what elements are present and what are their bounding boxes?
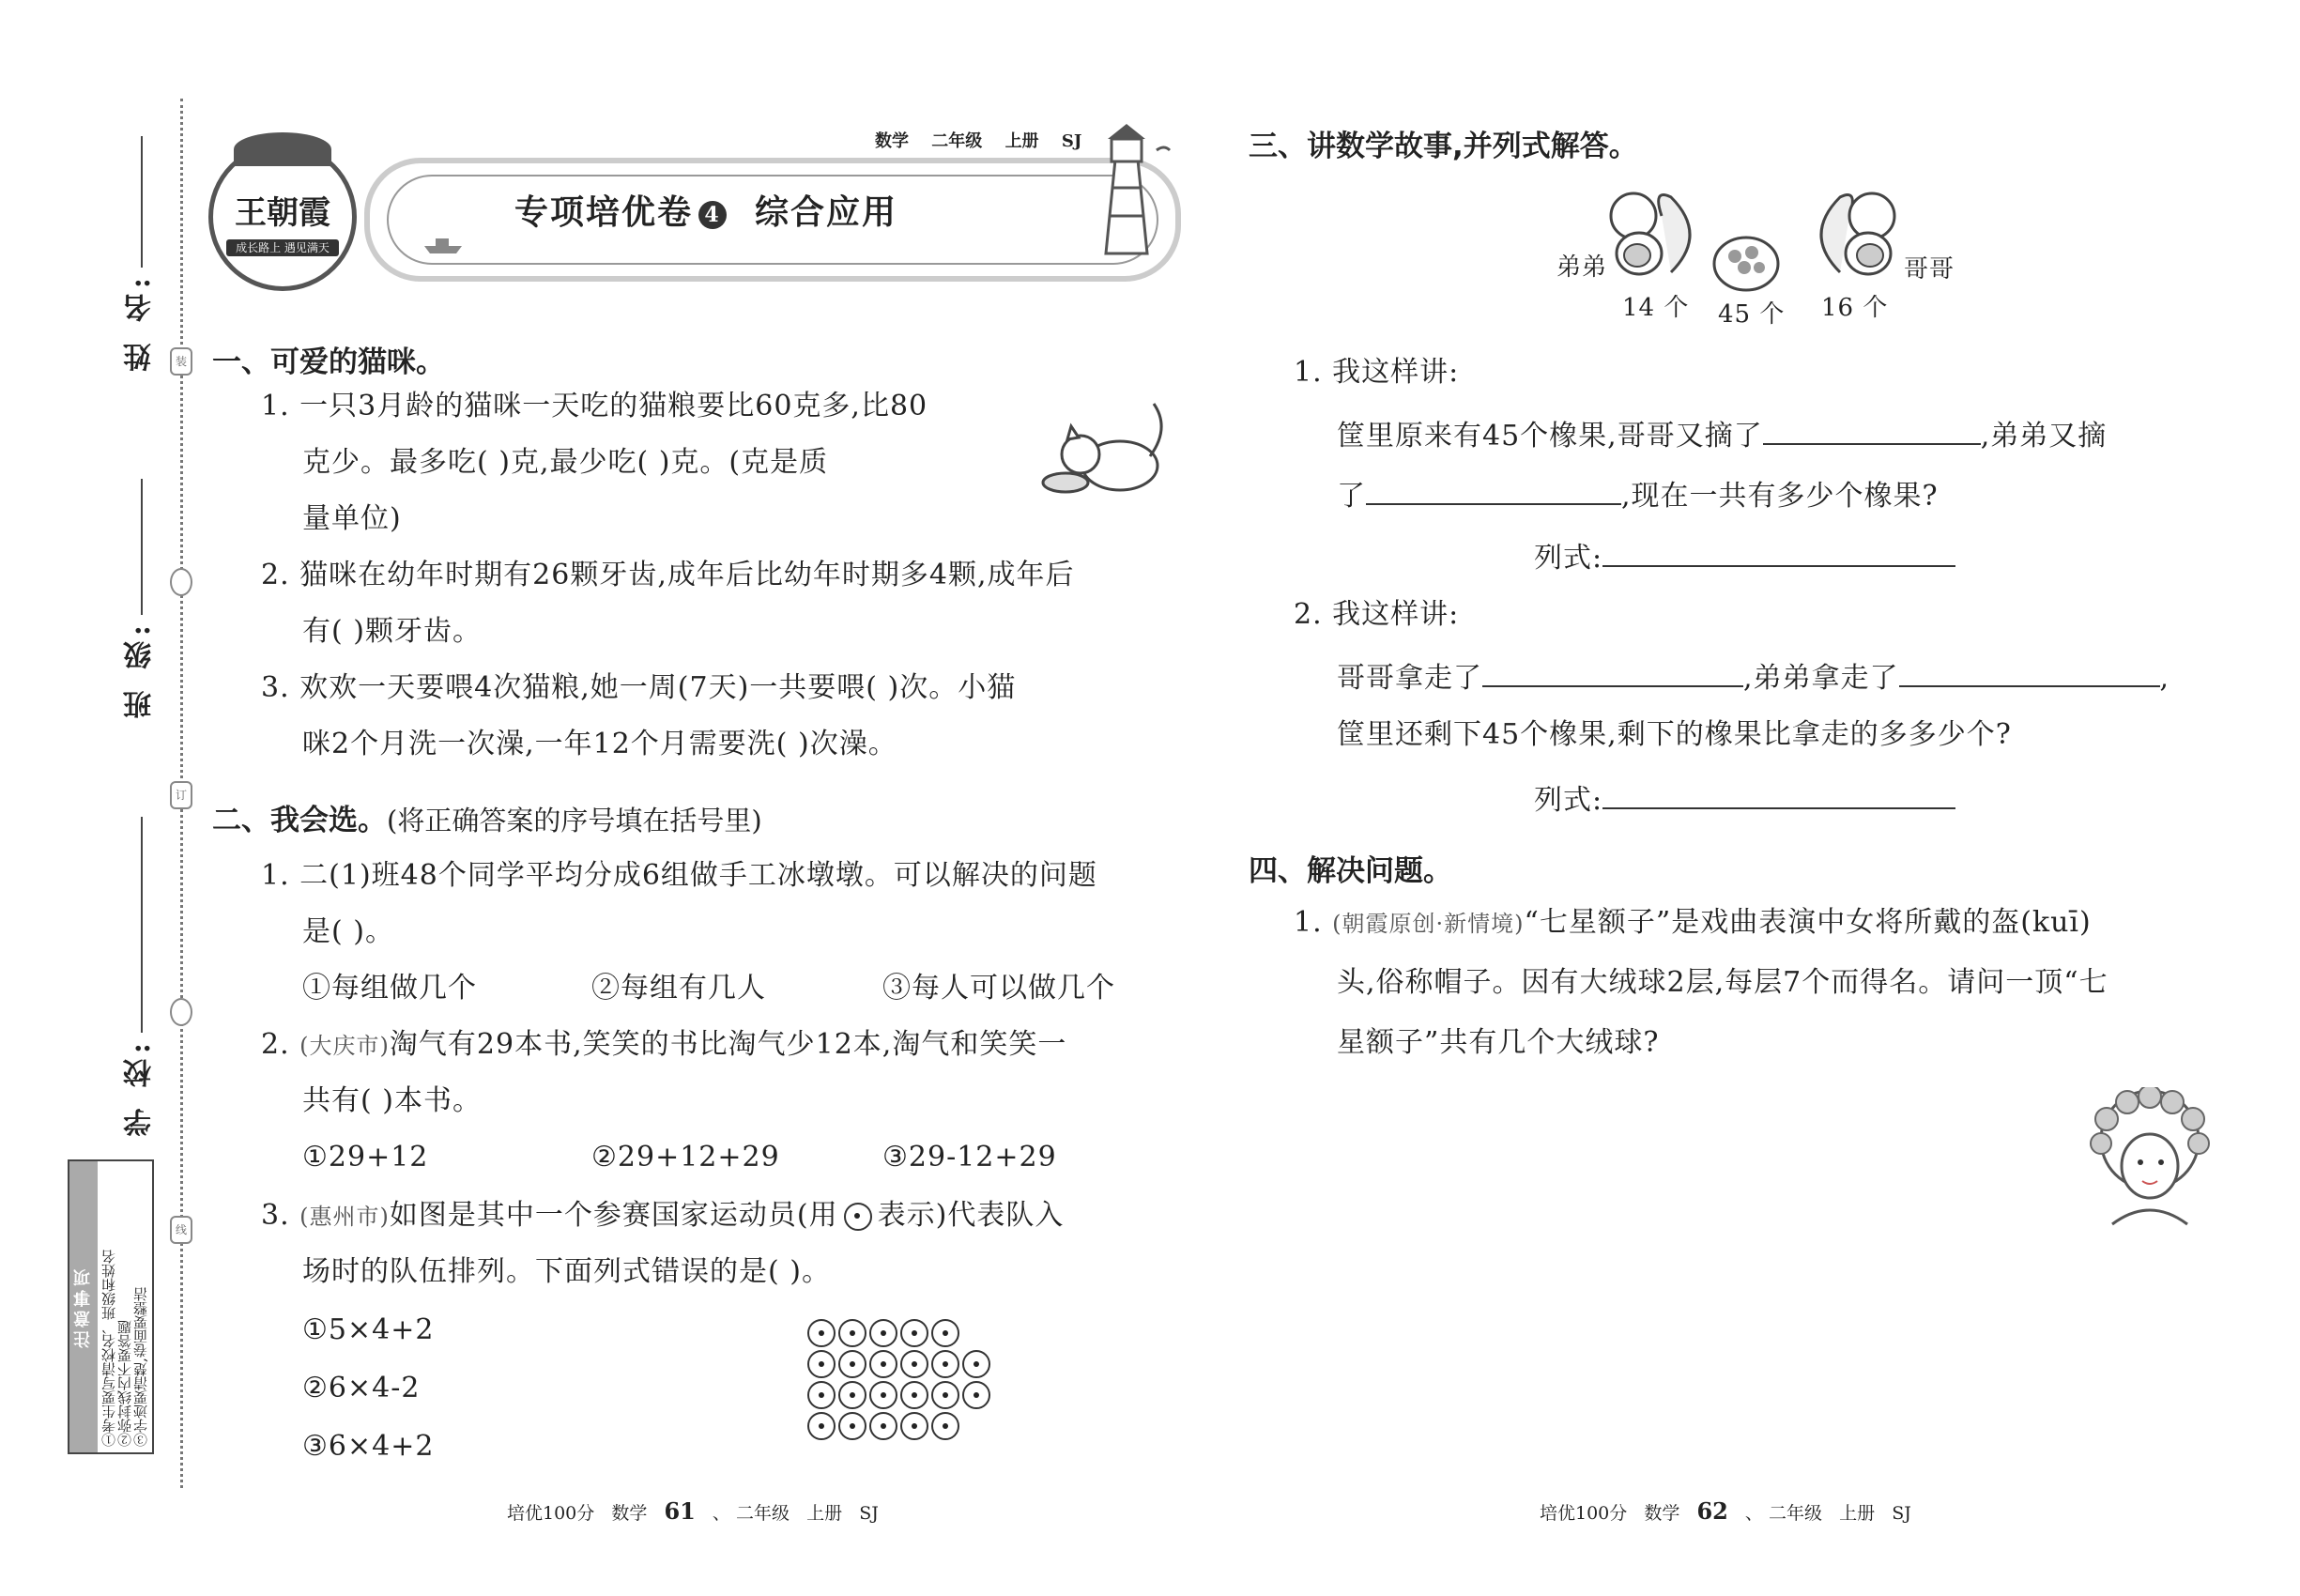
name-label: 姓 名:: [124, 272, 157, 372]
s2-q3-line1: 3. (惠州市)如图是其中一个参赛国家运动员(用 表示)代表队入: [261, 1199, 1065, 1232]
athlete-dot: [900, 1412, 928, 1440]
s3-p1-head: 1. 我这样讲:: [1294, 356, 1460, 389]
tag-subject: 数学: [875, 131, 909, 151]
s3-p2-blank-2[interactable]: [1899, 661, 2160, 687]
tag-grade: 二年级: [931, 131, 983, 151]
section2-note: (将正确答案的序号填在括号里): [387, 805, 762, 836]
s2-q3-line2: 场时的队伍排列。下面列式错误的是( )。: [302, 1255, 831, 1288]
athlete-dot: [869, 1350, 897, 1378]
notice-line: ②弥封线内不要答题: [116, 1320, 133, 1447]
footer-left: 培优100分 数学 61 、 二年级 上册 SJ: [507, 1497, 879, 1525]
s2-q2-line2: 共有( )本书。: [302, 1084, 482, 1117]
squirrel-younger-icon: [1596, 178, 1699, 282]
s2-q2-line1: 2. (大庆市)淘气有29本书,笑笑的书比淘气少12本,淘气和笑笑一: [261, 1028, 1067, 1061]
athlete-dot: [838, 1319, 866, 1347]
s3-p1-line1: [1337, 419, 2107, 451]
s4-q1-line1: 1. (朝霞原创·新情境)“七星额子”是戏曲表演中女将所戴的盔(kuī): [1294, 906, 2092, 939]
footer-subject: 数学: [1644, 1503, 1680, 1524]
s2-q3-text-a: 如图是其中一个参赛国家运动员(用: [389, 1199, 838, 1232]
section2-title: 二、我会选。: [212, 804, 387, 837]
binding-mark: 订: [170, 781, 192, 809]
athlete-dot: [962, 1381, 990, 1409]
acorn-basket-icon: [1709, 230, 1784, 296]
notice-heading: 注意事项: [69, 1161, 98, 1452]
notice-line: ①考生要写清校名、班级和姓名: [100, 1250, 117, 1447]
athlete-dot: [931, 1350, 959, 1378]
athlete-dot: [931, 1412, 959, 1440]
title-topic: 综合应用: [755, 192, 898, 232]
squirrel-older-icon: [1812, 178, 1915, 282]
page-number: 61: [664, 1497, 696, 1525]
s3-p1-text-a: 筐里原来有45个橡果,哥哥又摘了: [1337, 420, 1763, 453]
s1-q1-line2: 克少。最多吃( )克,最少吃( )克。(克是质: [302, 446, 829, 479]
s2-q3-tag: (惠州市): [299, 1204, 390, 1230]
s3-p2-head: 2. 我这样讲:: [1294, 598, 1460, 631]
s1-q2-line1: 2. 猫咪在幼年时期有26颗牙齿,成年后比幼年时期多4颗,成年后: [261, 559, 1075, 591]
binding-mark: [170, 998, 192, 1026]
section2-heading: [212, 796, 762, 838]
count-basket: 45 个: [1718, 300, 1786, 329]
s2-q1-option-2[interactable]: ②每组有几人: [591, 972, 766, 1005]
s3-p2-line1: [1337, 661, 2170, 693]
s3-p2-text-c: ,: [2159, 662, 2170, 695]
school-label: 学 校:: [124, 1037, 157, 1137]
s2-q2-option-1[interactable]: ①29+12: [302, 1141, 429, 1174]
athlete-dot: [962, 1350, 990, 1378]
footer-grade: 二年级: [1768, 1503, 1822, 1524]
s4-q1-text: “七星额子”是戏曲表演中女将所戴的盔(kuī): [1524, 906, 2092, 939]
s1-q2-line2: 有( )颗牙齿。: [302, 615, 482, 648]
school-field[interactable]: [141, 817, 143, 1033]
athlete-dot: [807, 1319, 836, 1347]
s3-p2-formula-blank[interactable]: [1602, 783, 1955, 809]
ship-icon: [421, 233, 468, 255]
binding-mark: [170, 568, 192, 596]
s2-q2-tag: (大庆市): [299, 1033, 390, 1059]
notice-box: [68, 1159, 154, 1454]
page-title: [514, 186, 897, 234]
footer-edition: SJ: [859, 1503, 879, 1524]
s2-q1-line1: 1. 二(1)班48个同学平均分成6组做手工冰墩墩。可以解决的问题: [261, 859, 1097, 892]
count-older: 16 个: [1821, 294, 1889, 322]
footer-edition: SJ: [1892, 1503, 1911, 1524]
athlete-dot: [838, 1350, 866, 1378]
label-older: 哥哥: [1904, 255, 1955, 284]
s2-q1-option-3[interactable]: ③每人可以做几个: [882, 972, 1115, 1005]
title-number: 4: [698, 201, 727, 229]
s3-p1-text-c: 了: [1337, 480, 1366, 513]
s3-p2-text-a: 哥哥拿走了: [1337, 662, 1482, 695]
s2-q3-text-b: 表示)代表队入: [877, 1199, 1065, 1232]
athlete-dot: [900, 1350, 928, 1378]
class-field[interactable]: [141, 479, 143, 615]
s3-p1-formula: [1534, 541, 1955, 573]
s3-p1-blank-2[interactable]: [1366, 479, 1621, 505]
s2-q2-option-2[interactable]: ②29+12+29: [591, 1141, 780, 1174]
s3-p2-line2: 筐里还剩下45个橡果,剩下的橡果比拿走的多多少个?: [1337, 718, 2012, 751]
s3-p2-text-b: ,弟弟拿走了: [1743, 662, 1899, 695]
s1-q1-line1: 1. 一只3月龄的猫咪一天吃的猫粮要比60克多,比80: [261, 390, 928, 422]
title-main: 专项培优卷: [514, 192, 694, 232]
section4-heading: 四、解决问题。: [1249, 854, 1452, 888]
label-younger: 弟弟: [1556, 253, 1608, 282]
s4-q1-tag: (朝霞原创·新情境): [1332, 911, 1525, 937]
s2-q3-option-2[interactable]: ②6×4-2: [302, 1372, 421, 1404]
athlete-dot: [900, 1319, 928, 1347]
name-field[interactable]: [141, 136, 143, 268]
footer-book: 培优100分: [507, 1503, 595, 1524]
section3-heading: 三、讲数学故事,并列式解答。: [1249, 130, 1638, 163]
footer-book: 培优100分: [1540, 1503, 1628, 1524]
notice-line: ③字迹要清楚,卷面要整洁: [132, 1287, 149, 1447]
subject-tags: [875, 128, 1098, 152]
athlete-dot: [807, 1350, 836, 1378]
athlete-dot: [931, 1319, 959, 1347]
s2-q1-line2: 是( )。: [302, 915, 394, 948]
s3-p1-text-b: ,弟弟又摘: [1980, 420, 2108, 453]
brand-logo: [208, 143, 357, 291]
formula-label: 列式:: [1534, 542, 1603, 575]
class-label: 班 级:: [124, 620, 157, 719]
s2-q3-option-3[interactable]: ③6×4+2: [302, 1430, 435, 1463]
athlete-dot: [838, 1412, 866, 1440]
s4-q1-line3: 星额子”共有几个大绒球?: [1337, 1026, 1660, 1059]
tag-edition: SJ: [1061, 131, 1082, 151]
athlete-dot: [869, 1412, 897, 1440]
athlete-dot: [931, 1381, 959, 1409]
crown-icon: [234, 132, 331, 166]
s2-q2-option-3[interactable]: ③29-12+29: [882, 1141, 1057, 1174]
athlete-dot: [869, 1381, 897, 1409]
footer-term: 上册: [806, 1503, 843, 1524]
footer-right: 培优100分 数学 62 、 二年级 上册 SJ: [1540, 1497, 1911, 1525]
s3-p2-blank-1[interactable]: [1482, 661, 1743, 687]
s2-q1-option-1[interactable]: ①每组做几个: [302, 972, 477, 1005]
athlete-dot: [900, 1381, 928, 1409]
s2-q2-text: 淘气有29本书,笑笑的书比淘气少12本,淘气和笑笑一: [389, 1028, 1067, 1061]
s3-p1-line2: [1337, 479, 1939, 511]
s1-q3-line1: 3. 欢欢一天要喂4次猫粮,她一周(7天)一共要喂( )次。小猫: [261, 671, 1017, 704]
s3-p1-blank-1[interactable]: [1763, 419, 1981, 445]
lighthouse-icon: [1070, 122, 1183, 263]
binding-mark: 线: [170, 1216, 192, 1244]
athlete-dot: [869, 1319, 897, 1347]
athlete-dot: [838, 1381, 866, 1409]
footer-grade: 二年级: [735, 1503, 790, 1524]
cat-eating-icon: [1037, 392, 1169, 505]
s4-q1-line2: 头,俗称帽子。因有大绒球2层,每层7个而得名。请问一顶“七: [1337, 966, 2108, 999]
formula-label: 列式:: [1534, 784, 1603, 817]
page-number: 62: [1696, 1497, 1728, 1525]
opera-headdress-girl-icon: [2075, 1087, 2225, 1228]
s1-q1-line3: 量单位): [302, 502, 402, 535]
tag-term: 上册: [1004, 131, 1039, 151]
s3-p1-formula-blank[interactable]: [1602, 541, 1955, 567]
count-younger: 14 个: [1622, 294, 1690, 322]
notice-text: [101, 1167, 149, 1447]
binding-mark: 装: [170, 347, 192, 376]
logo-motto: 成长路上 遇见满天: [226, 239, 339, 256]
athlete-dot: [807, 1381, 836, 1409]
athlete-dot-icon: [844, 1203, 872, 1231]
footer-subject: 数学: [611, 1503, 648, 1524]
athlete-dot: [807, 1412, 836, 1440]
section1-heading: 一、可爱的猫咪。: [212, 345, 445, 379]
s2-q3-option-1[interactable]: ①5×4+2: [302, 1313, 435, 1346]
logo-name: 王朝霞: [235, 194, 330, 232]
s3-p2-formula: [1534, 783, 1955, 815]
s1-q3-line2: 咪2个月洗一次澡,一年12个月需要洗( )次澡。: [302, 728, 897, 760]
footer-term: 上册: [1839, 1503, 1876, 1524]
s3-p1-text-d: ,现在一共有多少个橡果?: [1621, 480, 1939, 513]
